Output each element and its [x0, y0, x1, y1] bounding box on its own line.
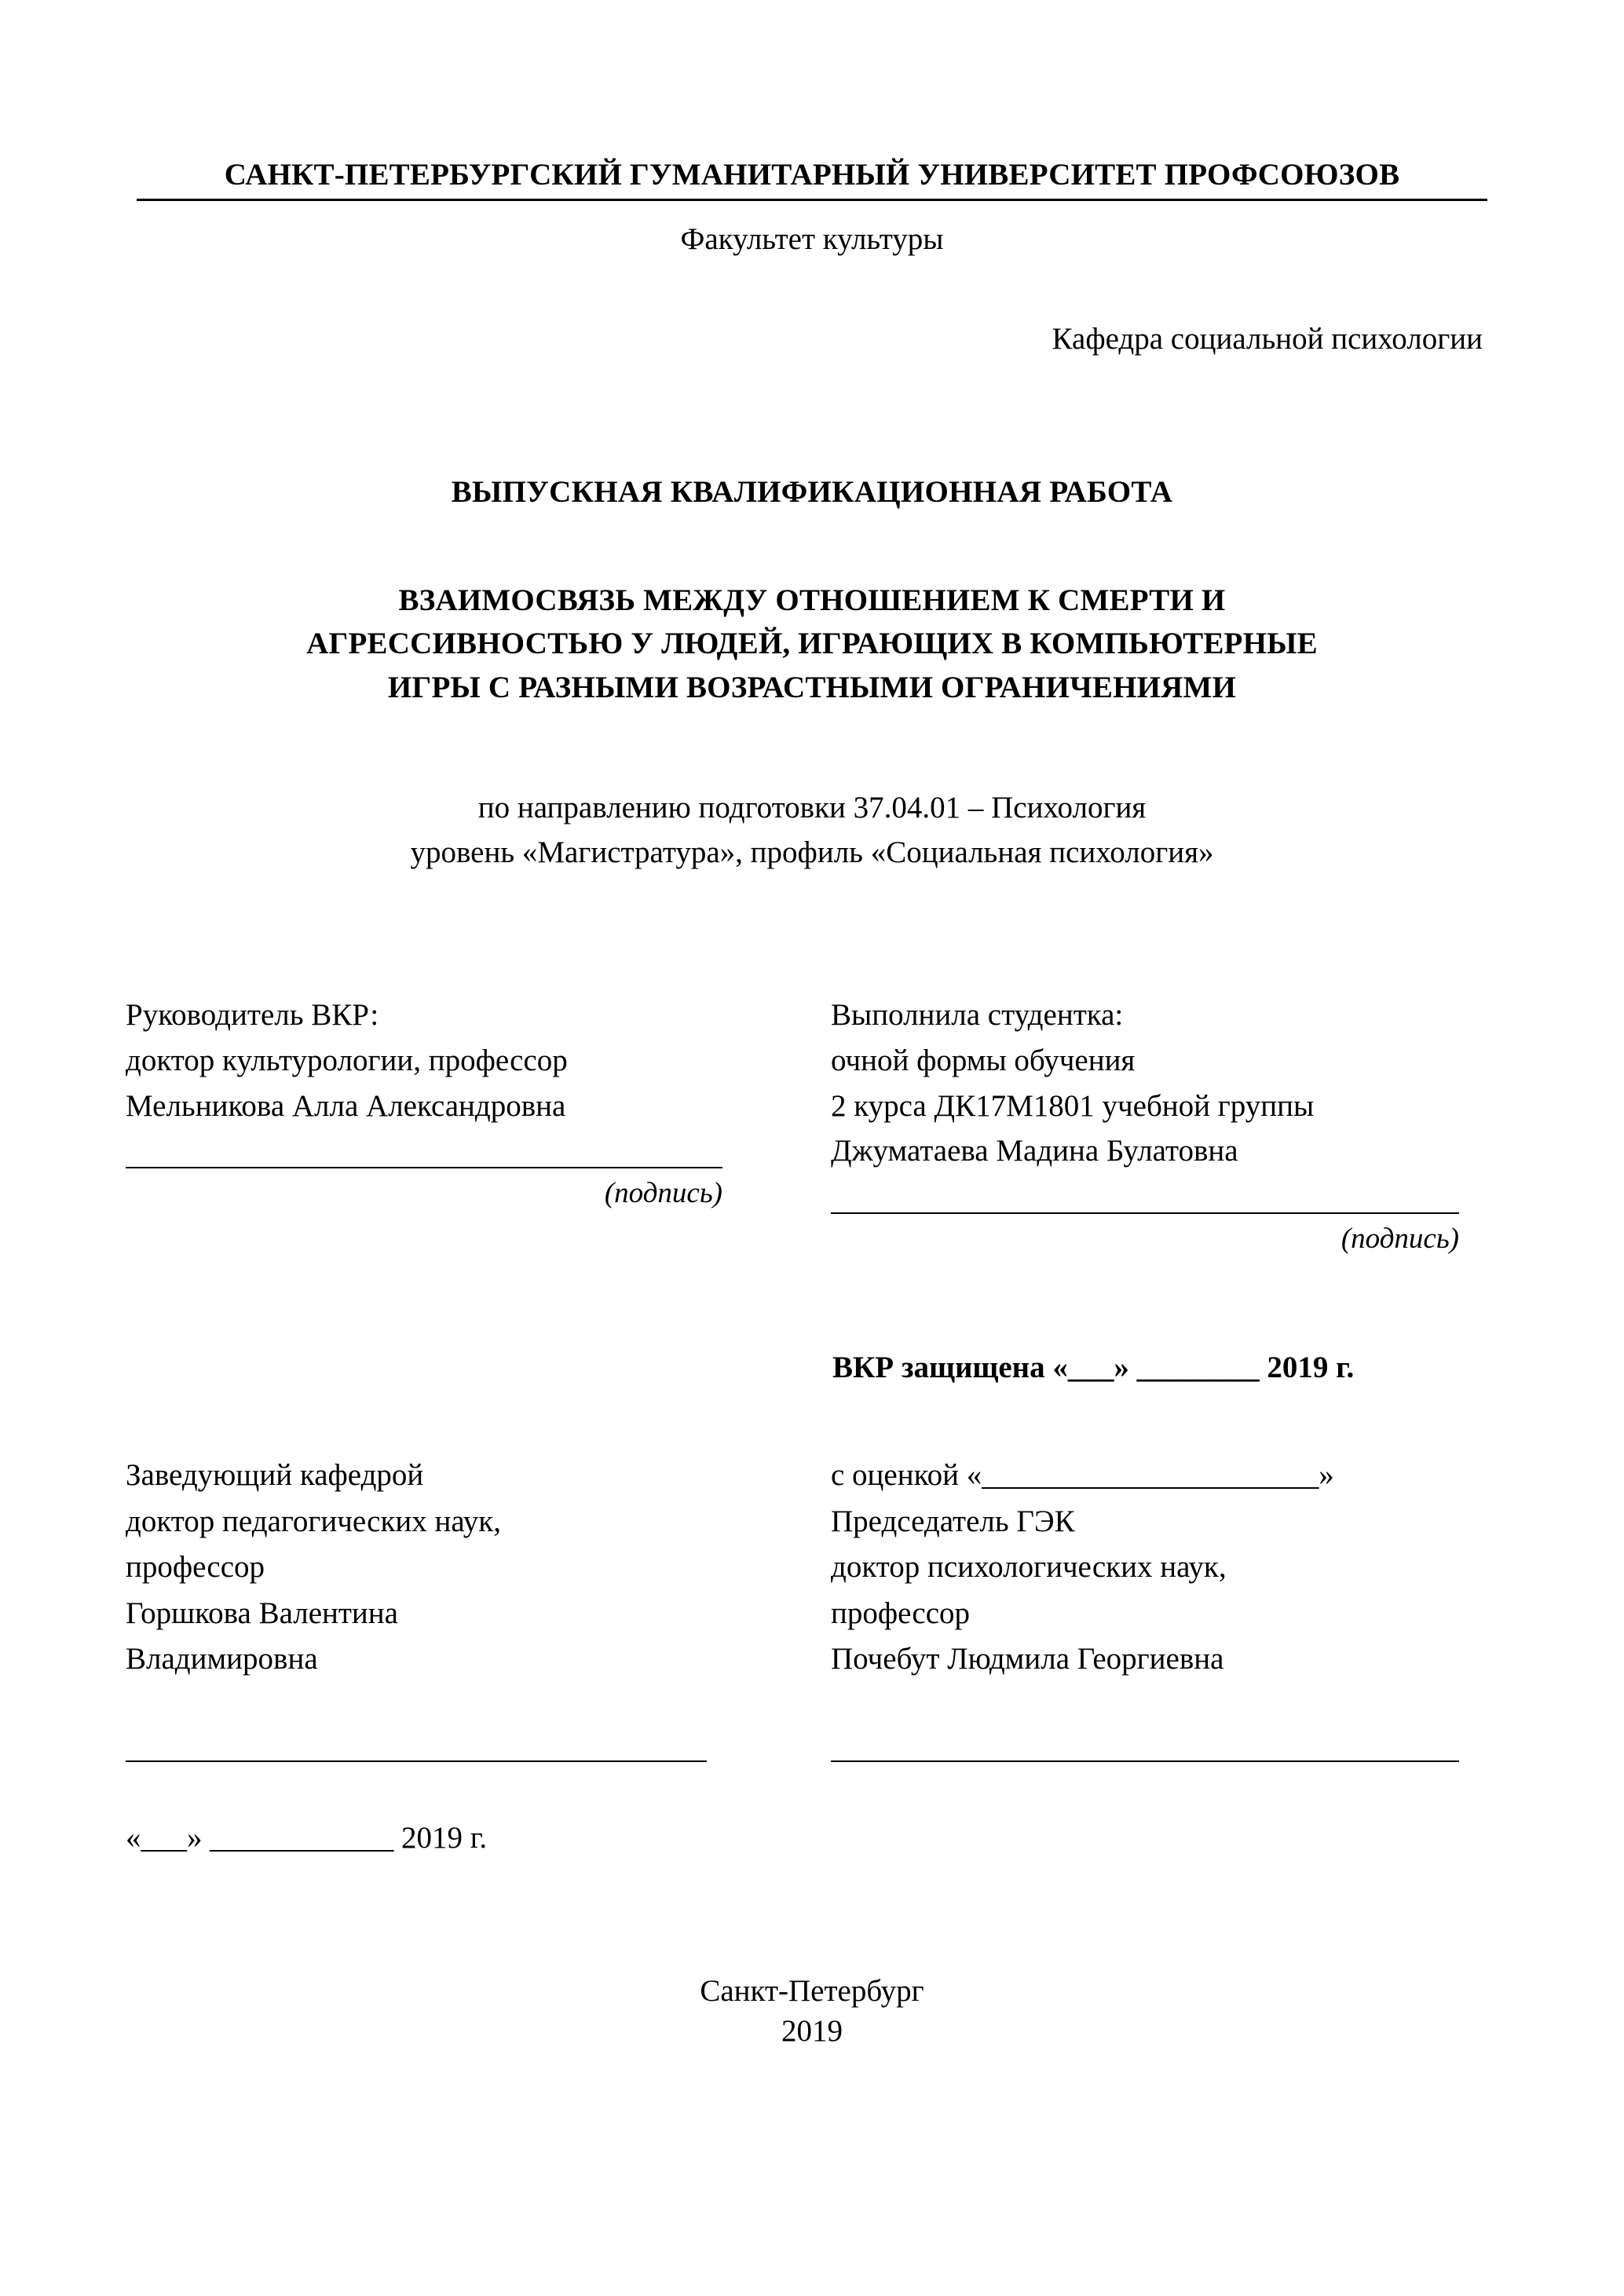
- university-name: САНКТ-ПЕТЕРБУРГСКИЙ ГУМАНИТАРНЫЙ УНИВЕРСИТЕТ ПРОФСОЮЗОВ: [137, 157, 1487, 201]
- thesis-title-line-3: ИГРЫ С РАЗНЫМИ ВОЗРАСТНЫМИ ОГРАНИЧЕНИЯМИ: [387, 670, 1237, 704]
- head-of-department-signature-line: [126, 1758, 707, 1762]
- head-of-department-degree-1: доктор педагогических наук,: [126, 1504, 501, 1538]
- study-direction: [126, 786, 1498, 875]
- commission-chair-name: Почебут Людмила Георгиевна: [831, 1642, 1224, 1676]
- city-name: Санкт-Петербург: [700, 1973, 924, 2008]
- student-block: [812, 993, 1498, 1256]
- student-name: Джуматаева Мадина Булатовна: [831, 1134, 1238, 1168]
- supervisor-degree: доктор культурологии, профессор: [126, 1043, 568, 1077]
- supervisor-signature-caption: (подпись): [604, 1177, 722, 1210]
- student-group: 2 курса ДК17М1801 учебной группы: [831, 1088, 1315, 1123]
- document-date-field: «___» ____________ 2019 г.: [126, 1820, 488, 1855]
- head-chair-block: [126, 1453, 1498, 1683]
- head-of-department-role: Заведующий кафедрой: [126, 1458, 424, 1493]
- supervisor-name: Мельникова Алла Александровна: [126, 1088, 566, 1123]
- head-of-department-degree-2: профессор: [126, 1550, 265, 1585]
- commission-chair-degree-2: профессор: [831, 1596, 971, 1630]
- supervisor-signature-line: [126, 1164, 722, 1168]
- study-direction-line-2: уровень «Магистратура», профиль «Социальная психология»: [410, 835, 1214, 869]
- bottom-signature-lines: [126, 1758, 1498, 1762]
- head-of-department-signature-cell: [126, 1758, 812, 1762]
- department-name: Кафедра социальной психологии: [1052, 322, 1483, 356]
- commission-chair-signature-cell: [812, 1758, 1498, 1762]
- student-signature-caption: (подпись): [1341, 1223, 1459, 1256]
- thesis-title: [126, 579, 1498, 709]
- supervisor-block: [126, 993, 812, 1256]
- commission-chair-role: Председатель ГЭК: [831, 1504, 1075, 1538]
- commission-chair-degree-1: доктор психологических наук,: [831, 1550, 1227, 1585]
- thesis-title-line-2: АГРЕССИВНОСТЬЮ У ЛЮДЕЙ, ИГРАЮЩИХ В КОМПЬЮТЕРНЫЕ: [306, 627, 1318, 661]
- year: 2019: [781, 2013, 843, 2048]
- work-type-heading: ВЫПУСКНАЯ КВАЛИФИКАЦИОННАЯ РАБОТА: [451, 475, 1173, 509]
- commission-chair-signature-line: [831, 1758, 1459, 1762]
- head-of-department-block: [126, 1453, 812, 1683]
- supervisor-role: Руководитель ВКР:: [126, 998, 379, 1033]
- faculty-name: Факультет культуры: [680, 222, 944, 256]
- commission-chair-block: [812, 1453, 1498, 1683]
- defense-date-label: ВКР защищена «___» ________ 2019 г.: [832, 1351, 1355, 1385]
- study-direction-line-1: по направлению подготовки 37.04.01 – Психология: [477, 791, 1147, 825]
- student-form: очной формы обучения: [831, 1043, 1136, 1077]
- student-role: Выполнила студентка:: [831, 998, 1124, 1033]
- head-of-department-name-1: Горшкова Валентина: [126, 1596, 398, 1630]
- head-of-department-name-2: Владимировна: [126, 1642, 318, 1676]
- student-signature-line: [831, 1210, 1459, 1214]
- grade-label: с оценкой «______________________»: [831, 1458, 1334, 1493]
- supervisor-student-block: [126, 993, 1498, 1256]
- page-content: [126, 157, 1498, 2049]
- thesis-title-line-1: ВЗАИМОСВЯЗЬ МЕЖДУ ОТНОШЕНИЕМ К СМЕРТИ И: [398, 583, 1226, 617]
